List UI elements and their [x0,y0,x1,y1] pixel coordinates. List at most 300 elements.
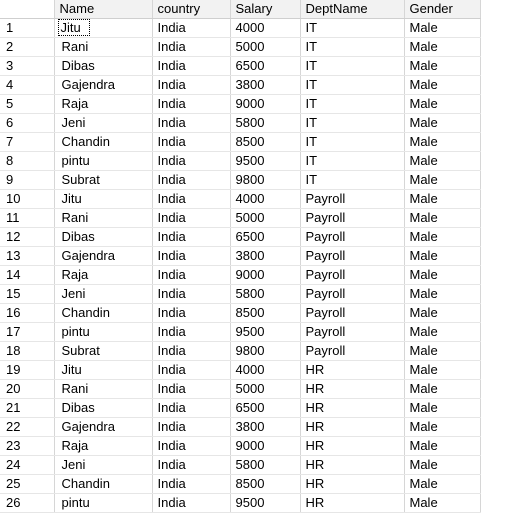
name-cell[interactable] [54,323,152,342]
row-number-text: 11 [6,210,20,225]
salary-cell[interactable] [230,228,300,247]
salary-cell-text: 3800 [235,419,265,434]
row-number[interactable] [0,76,54,95]
gender-cell[interactable] [404,361,480,380]
salary-cell-text: 9000 [235,267,265,282]
gender-cell-text: Male [409,476,438,491]
gender-cell-text: Male [409,438,438,453]
deptname-cell-text: IT [305,77,318,92]
name-cell-text: Subrat [61,172,100,187]
country-cell[interactable] [152,361,230,380]
gender-cell[interactable] [404,437,480,456]
row-number[interactable] [0,190,54,209]
row-number-text: 15 [6,286,21,301]
gender-cell[interactable] [404,323,480,342]
salary-cell[interactable] [230,266,300,285]
gender-cell-text: Male [409,77,438,92]
name-cell[interactable] [54,19,152,38]
country-cell[interactable] [152,76,230,95]
salary-cell[interactable] [230,19,300,38]
country-cell-text: India [157,115,186,130]
gender-cell[interactable] [404,456,480,475]
deptname-cell[interactable] [300,190,404,209]
name-cell-text: Raja [61,96,89,111]
deptname-cell-text: IT [305,115,318,130]
name-cell[interactable] [54,342,152,361]
salary-cell-text: 8500 [235,305,265,320]
table-row[interactable] [0,285,480,304]
deptname-cell-text: Payroll [305,267,346,282]
name-cell-text: Rani [61,39,89,54]
gender-cell-text: Male [409,267,438,282]
deptname-cell-text: HR [305,362,325,377]
country-cell[interactable] [152,304,230,323]
name-cell-text: Raja [61,438,89,453]
gender-cell[interactable] [404,38,480,57]
name-cell-text: Rani [61,210,89,225]
deptname-cell-text: HR [305,381,325,396]
table-row[interactable] [0,228,480,247]
salary-cell[interactable] [230,133,300,152]
salary-cell[interactable] [230,380,300,399]
salary-cell-text: 9500 [235,324,265,339]
gender-cell[interactable] [404,247,480,266]
deptname-cell[interactable] [300,418,404,437]
gender-cell-text: Male [409,400,438,415]
gender-cell[interactable] [404,342,480,361]
table-row[interactable] [0,494,480,513]
salary-cell[interactable] [230,38,300,57]
country-cell-text: India [157,58,186,73]
row-number[interactable] [0,95,54,114]
salary-cell-text: 9800 [235,343,265,358]
gender-cell[interactable] [404,95,480,114]
deptname-cell[interactable] [300,437,404,456]
country-cell-text: India [157,457,186,472]
country-cell-text: India [157,381,186,396]
country-cell[interactable] [152,399,230,418]
country-cell-text: India [157,20,186,35]
salary-cell[interactable] [230,456,300,475]
salary-cell-text: 4000 [235,20,265,35]
gender-cell[interactable] [404,133,480,152]
name-cell-text: Gajendra [61,77,115,92]
deptname-cell[interactable] [300,152,404,171]
salary-cell[interactable] [230,494,300,513]
table-row[interactable] [0,57,480,76]
country-cell-text: India [157,191,186,206]
gender-cell[interactable] [404,209,480,228]
row-number-text: 1 [6,20,14,35]
deptname-cell[interactable] [300,304,404,323]
name-cell[interactable] [54,171,152,190]
salary-cell[interactable] [230,323,300,342]
name-cell[interactable] [54,456,152,475]
gender-cell-text: Male [409,39,438,54]
country-cell-text: India [157,419,186,434]
gender-cell[interactable] [404,228,480,247]
row-number[interactable] [0,152,54,171]
country-cell[interactable] [152,247,230,266]
table-row[interactable] [0,418,480,437]
country-cell[interactable] [152,133,230,152]
table-row[interactable] [0,19,480,38]
name-cell[interactable] [54,152,152,171]
row-number[interactable] [0,304,54,323]
country-cell[interactable] [152,418,230,437]
deptname-cell[interactable] [300,19,404,38]
name-cell-text: Jeni [61,286,86,301]
table-row[interactable] [0,342,480,361]
country-cell-text: India [157,362,186,377]
name-cell[interactable] [54,38,152,57]
deptname-cell[interactable] [300,494,404,513]
name-cell[interactable] [54,209,152,228]
name-cell-text: Chandin [61,305,110,320]
table-row[interactable] [0,266,480,285]
salary-cell-text: 3800 [235,248,265,263]
salary-cell-text: 8500 [235,476,265,491]
deptname-cell[interactable] [300,114,404,133]
deptname-cell-text: Payroll [305,229,346,244]
country-cell[interactable] [152,228,230,247]
deptname-cell-text: HR [305,457,325,472]
gender-cell-text: Male [409,324,438,339]
table-row[interactable] [0,76,480,95]
name-cell[interactable] [54,247,152,266]
name-cell[interactable] [54,190,152,209]
salary-cell-text: 6500 [235,400,265,415]
gender-cell[interactable] [404,304,480,323]
salary-cell[interactable] [230,171,300,190]
name-cell[interactable] [54,304,152,323]
deptname-cell[interactable] [300,342,404,361]
country-cell[interactable] [152,171,230,190]
deptname-cell[interactable] [300,171,404,190]
table-row[interactable] [0,133,480,152]
deptname-cell-text: IT [305,134,318,149]
salary-cell-text: 3800 [235,77,265,92]
table-row[interactable] [0,38,480,57]
country-cell-text: India [157,172,186,187]
deptname-cell[interactable] [300,399,404,418]
row-number[interactable] [0,38,54,57]
row-number-text: 5 [6,96,14,111]
row-number[interactable] [0,228,54,247]
salary-cell[interactable] [230,437,300,456]
row-number-text: 10 [6,191,21,206]
deptname-cell-text: Payroll [305,324,346,339]
row-number[interactable] [0,380,54,399]
salary-cell-text: 4000 [235,362,265,377]
row-number[interactable] [0,114,54,133]
row-number-text: 23 [6,438,21,453]
row-number-text: 17 [6,324,21,339]
country-cell-text: India [157,343,186,358]
row-number[interactable] [0,456,54,475]
gender-cell[interactable] [404,76,480,95]
name-cell-text: Dibas [61,400,95,415]
table-row[interactable] [0,247,480,266]
gender-cell-text: Male [409,58,438,73]
salary-cell[interactable] [230,190,300,209]
name-cell-text: Gajendra [61,419,115,434]
deptname-cell[interactable] [300,456,404,475]
column-header-salary[interactable]: Salary [230,0,300,19]
row-number[interactable] [0,266,54,285]
country-cell[interactable] [152,380,230,399]
salary-cell[interactable] [230,247,300,266]
country-cell-text: India [157,229,186,244]
name-cell-text: Chandin [61,134,110,149]
gender-cell-text: Male [409,419,438,434]
gender-cell[interactable] [404,114,480,133]
deptname-cell[interactable] [300,76,404,95]
gender-cell[interactable] [404,19,480,38]
country-cell[interactable] [152,342,230,361]
name-cell-text: Jeni [61,457,86,472]
row-number-text: 19 [6,362,21,377]
table-row[interactable] [0,114,480,133]
salary-cell-text: 8500 [235,134,265,149]
deptname-cell-text: HR [305,495,325,510]
country-cell[interactable] [152,114,230,133]
gender-cell[interactable] [404,399,480,418]
salary-cell-text: 5000 [235,210,265,225]
table-row[interactable] [0,475,480,494]
salary-cell[interactable] [230,342,300,361]
gender-cell-text: Male [409,229,438,244]
salary-cell[interactable] [230,304,300,323]
country-cell[interactable] [152,152,230,171]
country-cell[interactable] [152,437,230,456]
country-cell[interactable] [152,57,230,76]
country-cell-text: India [157,134,186,149]
name-cell-text: Jitu [61,191,82,206]
deptname-cell[interactable] [300,285,404,304]
country-cell-text: India [157,495,186,510]
deptname-cell-text: Payroll [305,210,346,225]
row-number[interactable] [0,342,54,361]
gender-cell-text: Male [409,153,438,168]
deptname-cell-text: HR [305,476,325,491]
name-cell-text: Dibas [61,229,95,244]
deptname-cell[interactable] [300,247,404,266]
table-row[interactable] [0,456,480,475]
deptname-cell[interactable] [300,38,404,57]
gender-cell-text: Male [409,115,438,130]
salary-cell[interactable] [230,361,300,380]
country-cell-text: India [157,77,186,92]
deptname-cell-text: IT [305,58,318,73]
row-number[interactable] [0,399,54,418]
row-number-text: 4 [6,77,14,92]
salary-cell[interactable] [230,76,300,95]
corner-cell[interactable] [0,0,54,19]
gender-cell[interactable] [404,171,480,190]
row-number-text: 14 [6,267,21,282]
salary-cell[interactable] [230,114,300,133]
name-cell[interactable] [54,380,152,399]
row-number[interactable] [0,361,54,380]
table-row[interactable] [0,399,480,418]
table-row[interactable] [0,323,480,342]
name-cell[interactable] [54,266,152,285]
row-number[interactable] [0,19,54,38]
country-cell[interactable] [152,323,230,342]
row-number-text: 25 [6,476,21,491]
column-header-country[interactable]: country [152,0,230,19]
gender-cell[interactable] [404,494,480,513]
deptname-cell-text: IT [305,153,318,168]
deptname-cell[interactable] [300,209,404,228]
country-cell[interactable] [152,456,230,475]
row-number-text: 6 [6,115,14,130]
column-header-gender[interactable]: Gender [404,0,480,19]
salary-cell[interactable] [230,209,300,228]
salary-cell[interactable] [230,95,300,114]
salary-cell[interactable] [230,475,300,494]
salary-cell[interactable] [230,418,300,437]
country-cell[interactable] [152,38,230,57]
row-number-text: 7 [6,134,14,149]
deptname-cell-text: IT [305,96,318,111]
table-row[interactable] [0,361,480,380]
country-cell[interactable] [152,209,230,228]
name-cell[interactable] [54,418,152,437]
deptname-cell-text: Payroll [305,305,346,320]
country-cell[interactable] [152,266,230,285]
table-row[interactable] [0,95,480,114]
row-number[interactable] [0,323,54,342]
gender-cell[interactable] [404,152,480,171]
name-cell[interactable] [54,57,152,76]
row-number[interactable] [0,171,54,190]
country-cell[interactable] [152,285,230,304]
name-cell-text: pintu [61,153,90,168]
name-cell[interactable] [54,361,152,380]
deptname-cell[interactable] [300,475,404,494]
gender-cell[interactable] [404,380,480,399]
salary-cell-text: 5800 [235,115,265,130]
deptname-cell[interactable] [300,133,404,152]
salary-cell[interactable] [230,399,300,418]
name-cell[interactable] [54,95,152,114]
row-number[interactable] [0,437,54,456]
gender-cell-text: Male [409,343,438,358]
name-cell[interactable] [54,399,152,418]
row-number[interactable] [0,475,54,494]
name-cell[interactable] [54,494,152,513]
deptname-cell-text: IT [305,20,318,35]
grid-body [0,19,480,513]
table-row[interactable] [0,152,480,171]
deptname-cell[interactable] [300,380,404,399]
name-cell[interactable] [54,133,152,152]
country-cell[interactable] [152,494,230,513]
country-cell-text: India [157,39,186,54]
row-number-text: 2 [6,39,14,54]
name-cell[interactable] [54,76,152,95]
row-number-text: 22 [6,419,21,434]
name-cell-text: Gajendra [61,248,115,263]
deptname-cell[interactable] [300,266,404,285]
salary-cell[interactable] [230,152,300,171]
row-number[interactable] [0,418,54,437]
gender-cell-text: Male [409,362,438,377]
country-cell-text: India [157,476,186,491]
gender-cell[interactable] [404,266,480,285]
row-number-text: 26 [6,495,21,510]
deptname-cell-text: IT [305,172,318,187]
name-cell[interactable] [54,228,152,247]
name-cell-text: Jeni [61,115,86,130]
row-number[interactable] [0,247,54,266]
name-cell[interactable] [54,114,152,133]
column-header-deptname[interactable]: DeptName [300,0,404,19]
name-cell[interactable] [54,285,152,304]
name-cell-text: Rani [61,381,89,396]
country-cell[interactable] [152,475,230,494]
deptname-cell[interactable] [300,228,404,247]
table-row[interactable] [0,437,480,456]
table-row[interactable] [0,171,480,190]
deptname-cell[interactable] [300,95,404,114]
row-number[interactable] [0,209,54,228]
table-row[interactable] [0,304,480,323]
gender-cell[interactable] [404,418,480,437]
row-number[interactable] [0,494,54,513]
row-number-text: 8 [6,153,14,168]
gender-cell-text: Male [409,20,438,35]
row-number[interactable] [0,57,54,76]
salary-cell[interactable] [230,285,300,304]
country-cell[interactable] [152,190,230,209]
name-cell-text: Jitu [61,362,82,377]
deptname-cell-text: Payroll [305,191,346,206]
country-cell[interactable] [152,95,230,114]
country-cell[interactable] [152,19,230,38]
name-cell[interactable] [54,475,152,494]
table-row[interactable] [0,380,480,399]
deptname-cell[interactable] [300,57,404,76]
name-cell-text: Jitu [59,20,89,35]
salary-cell-text: 5000 [235,381,265,396]
gender-cell[interactable] [404,285,480,304]
table-row[interactable] [0,190,480,209]
name-cell[interactable] [54,437,152,456]
row-number[interactable] [0,285,54,304]
table-row[interactable] [0,209,480,228]
salary-cell[interactable] [230,57,300,76]
deptname-cell[interactable] [300,323,404,342]
name-cell-text: Raja [61,267,89,282]
gender-cell[interactable] [404,57,480,76]
salary-cell-text: 5000 [235,39,265,54]
column-header-name[interactable]: Name [54,0,152,19]
country-cell-text: India [157,267,186,282]
gender-cell[interactable] [404,475,480,494]
row-number[interactable] [0,133,54,152]
deptname-cell[interactable] [300,361,404,380]
deptname-cell-text: IT [305,39,318,54]
country-cell-text: India [157,96,186,111]
country-cell-text: India [157,248,186,263]
salary-cell-text: 6500 [235,58,265,73]
gender-cell[interactable] [404,190,480,209]
gender-cell-text: Male [409,210,438,225]
row-number-text: 21 [6,400,21,415]
